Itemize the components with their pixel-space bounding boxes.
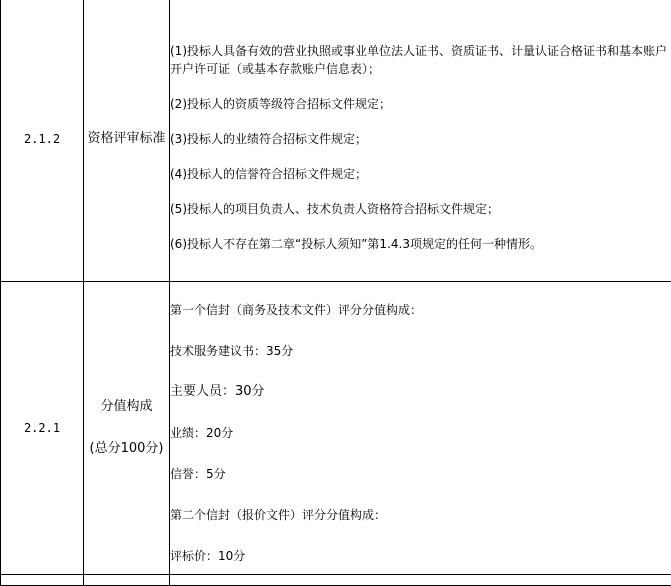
clause-label xyxy=(84,0,170,282)
clause-number: 2.1.2 xyxy=(1,0,84,282)
list-item: (2)投标人的资质等级符合招标文件规定； xyxy=(170,95,671,113)
list-item: (4)投标人的信誉符合招标文件规定； xyxy=(170,165,671,183)
list-item: 评标价：10分 xyxy=(170,547,671,565)
list-item: 第二个信封（报价文件）评分分值构成： xyxy=(170,506,671,524)
list-item: 业绩：20分 xyxy=(170,424,671,442)
table-row xyxy=(1,0,671,282)
table-row xyxy=(1,575,671,586)
empty-cell xyxy=(170,575,671,586)
clause-subtitle: (总分100分) xyxy=(84,438,169,460)
list-item: (1)投标人具备有效的营业执照或事业单位法人证书、资质证书、计量认证合格证书和基本账户开户许可证（或基本存款账户信息表）； xyxy=(170,42,671,78)
clause-content xyxy=(170,0,671,282)
list-item: (3)投标人的业绩符合招标文件规定； xyxy=(170,130,671,148)
empty-cell xyxy=(1,575,84,586)
list-item: (6)投标人不存在第二章“投标人须知”第1.4.3项规定的任何一种情形。 xyxy=(170,235,671,253)
clause-number: 2.2.1 xyxy=(1,282,84,575)
list-item: 技术服务建议书：35分 xyxy=(170,342,671,360)
clause-content xyxy=(170,282,671,575)
clause-title: 分值构成 xyxy=(84,396,169,418)
empty-cell xyxy=(84,575,170,586)
table-row xyxy=(1,282,671,575)
list-item: 信誉：5分 xyxy=(170,465,671,483)
list-item: (5)投标人的项目负责人、技术负责人资格符合招标文件规定； xyxy=(170,200,671,218)
list-item: 主要人员：30分 xyxy=(170,383,671,401)
list-item: 第一个信封（商务及技术文件）评分分值构成： xyxy=(170,301,671,319)
clause-label xyxy=(84,282,170,575)
clause-title: 资格评审标准 xyxy=(84,128,169,150)
